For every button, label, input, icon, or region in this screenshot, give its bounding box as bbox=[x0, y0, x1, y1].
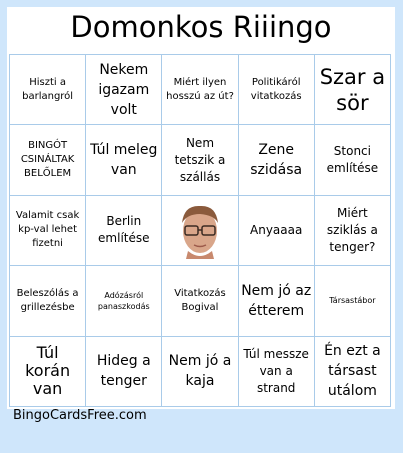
cell-text: Nem tetszik a szállás bbox=[174, 135, 226, 184]
bingo-cell[interactable] bbox=[10, 266, 86, 336]
cell-text: Zene szidása bbox=[250, 142, 303, 179]
bingo-cell[interactable] bbox=[10, 196, 86, 266]
bingo-cell[interactable] bbox=[10, 337, 86, 407]
cell-text: Berlin említése bbox=[98, 214, 150, 246]
cell-text: BINGÓT CSINÁLTAK BELŐLEM bbox=[20, 140, 75, 180]
cell-text: Vitatkozás Bogival bbox=[174, 287, 226, 313]
bingo-cell[interactable] bbox=[315, 266, 391, 336]
cell-text: Nem jó az étterem bbox=[241, 282, 312, 319]
bingo-cell[interactable] bbox=[86, 125, 162, 195]
free-space-cell[interactable] bbox=[162, 196, 238, 266]
bingo-cell[interactable] bbox=[162, 125, 238, 195]
cell-text: Túl korán van bbox=[25, 343, 71, 399]
card-title: Domonkos Riiingo bbox=[70, 10, 332, 44]
bingo-cell[interactable] bbox=[239, 266, 315, 336]
bingo-cell[interactable] bbox=[239, 55, 315, 125]
bingo-cell[interactable] bbox=[86, 266, 162, 336]
cell-text: Hideg a tenger bbox=[96, 353, 151, 390]
cell-text: Stonci említése bbox=[326, 144, 379, 176]
cell-text: Miért sziklás a tenger? bbox=[326, 205, 378, 254]
bingo-grid bbox=[9, 54, 391, 407]
cell-text: Én ezt a társast utálom bbox=[324, 343, 381, 400]
bingo-cell[interactable] bbox=[86, 55, 162, 125]
cell-text: Adózásról panaszkodás bbox=[97, 290, 150, 311]
cell-text: Nem jó a kaja bbox=[168, 353, 232, 390]
cell-text: Szar a sör bbox=[319, 64, 386, 115]
bingo-cell[interactable] bbox=[239, 337, 315, 407]
cell-text: Miért ilyen hosszú az út? bbox=[166, 76, 234, 102]
footer-link[interactable]: BingoCardsFree.com bbox=[13, 408, 147, 423]
cell-text: Beleszólás a grillezésbe bbox=[16, 287, 79, 313]
bingo-cell[interactable] bbox=[86, 196, 162, 266]
cell-text: Nekem igazam volt bbox=[98, 61, 150, 118]
cell-text: Túl meleg van bbox=[90, 142, 158, 179]
bingo-cell[interactable] bbox=[239, 125, 315, 195]
bingo-cell[interactable] bbox=[315, 125, 391, 195]
bingo-cell[interactable] bbox=[162, 337, 238, 407]
cell-text: Anyaaaa bbox=[250, 222, 303, 237]
cell-text: Hiszti a barlangról bbox=[22, 76, 74, 102]
card-inner bbox=[7, 7, 395, 409]
cell-text: Politikáról vitatkozás bbox=[250, 76, 302, 102]
cell-text: Társastábor bbox=[329, 296, 376, 306]
face-photo-icon bbox=[178, 201, 222, 259]
bingo-cell[interactable] bbox=[315, 55, 391, 125]
cell-text: Túl messze van a strand bbox=[243, 346, 309, 395]
bingo-cell[interactable] bbox=[315, 337, 391, 407]
cell-text: Valamit csak kp-val lehet fizetni bbox=[15, 210, 80, 250]
bingo-cell[interactable] bbox=[239, 196, 315, 266]
bingo-cell[interactable] bbox=[162, 266, 238, 336]
bingo-cell[interactable] bbox=[315, 196, 391, 266]
bingo-cell[interactable] bbox=[10, 125, 86, 195]
bingo-cell[interactable] bbox=[162, 55, 238, 125]
bingo-cell[interactable] bbox=[86, 337, 162, 407]
bingo-cell[interactable] bbox=[10, 55, 86, 125]
